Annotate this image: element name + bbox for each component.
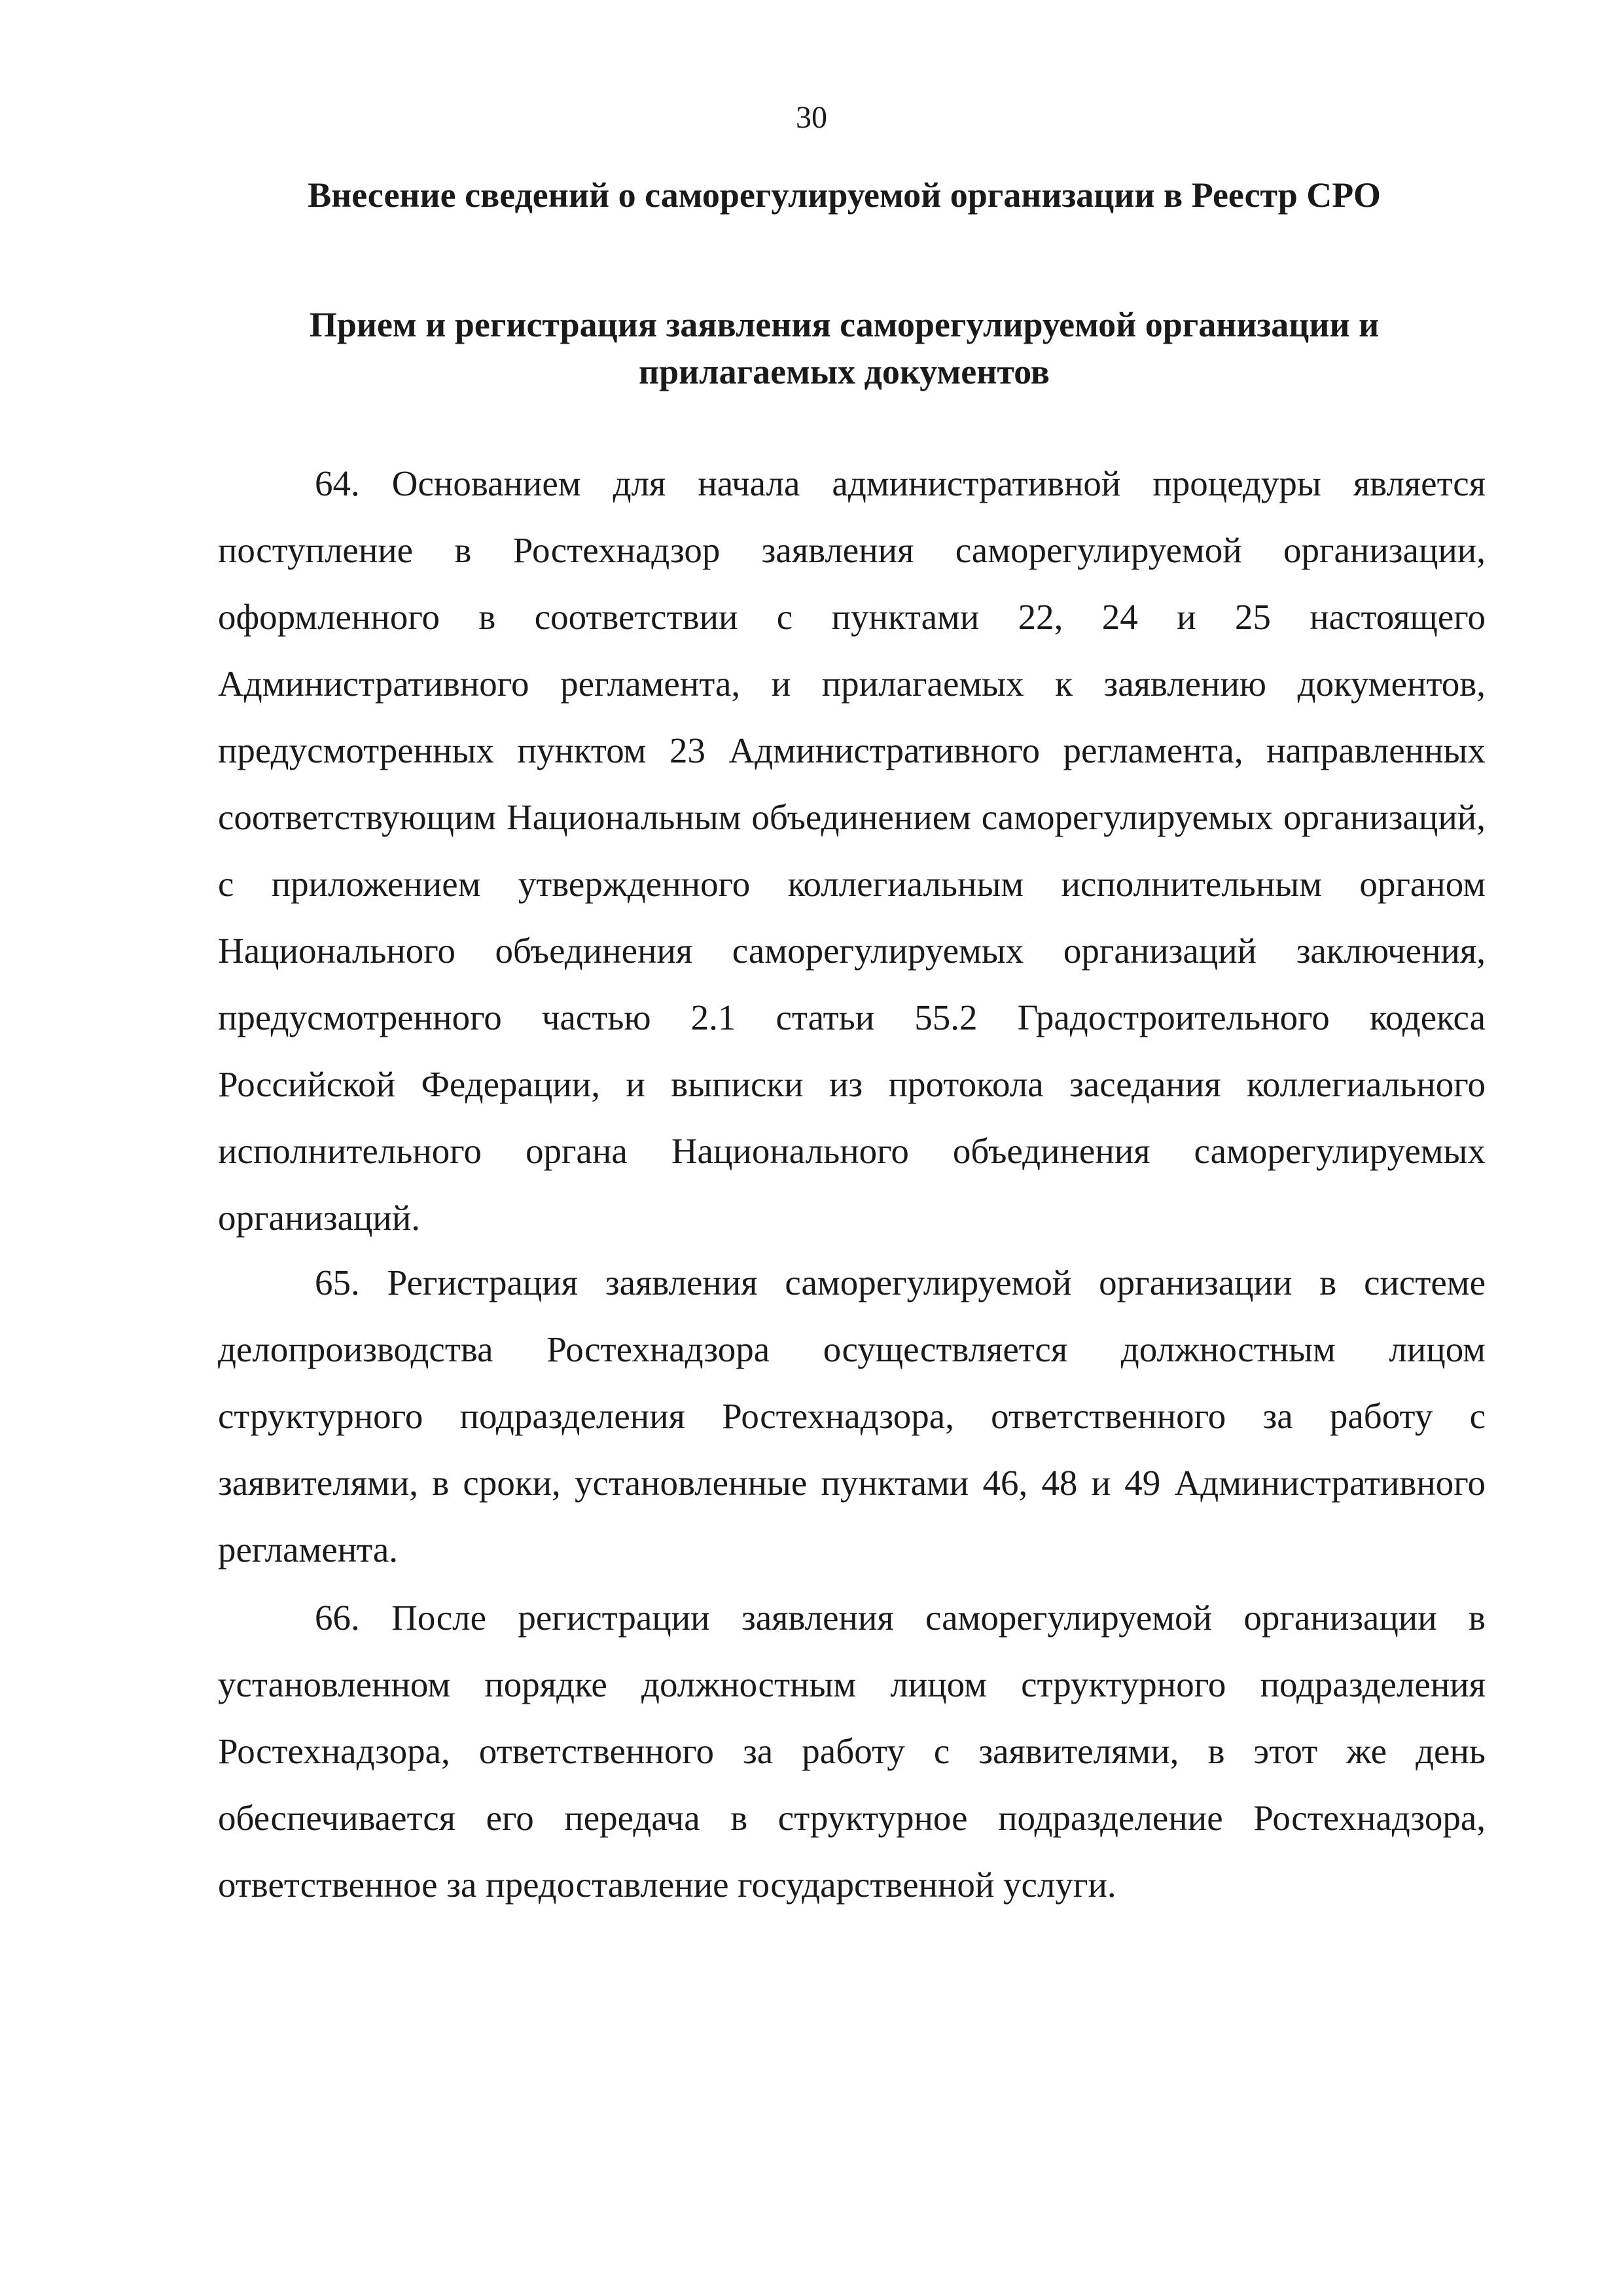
paragraph-64: [218, 450, 1486, 1251]
subsection-title-line-1: Прием и регистрация заявления саморегулируемой организации и: [309, 305, 1380, 344]
paragraph-65-text: 65. Регистрация заявления саморегулируемой организации в системе делопроизводства Ростехнадзора осуществляется должностным лицом структурного подразделения Ростехнадзора, ответственного за работу с заявителями, в сроки, установленные пунктами 46, 48 и 49 Административного регламента.: [218, 1263, 1486, 1570]
subsection-title: [196, 301, 1492, 395]
paragraph-64-text: 64. Основанием для начала административной процедуры является поступление в Ростехнадзор заявления саморегулируемой организации, оформленного в соответствии с пунктами 22, 24 и 25 настоящего Административного регламента, и прилагаемых к заявлению документов, предусмотренных пунктом 23 Административного регламента, направленных соответствующим Национальным объединением саморегулируемых организаций, с приложением утвержденного коллегиальным исполнительным органом Национального объединения саморегулируемых организаций заключения, предусмотренного частью 2.1 статьи 55.2 Градостроительного кодекса Российской Федерации, и выписки из протокола заседания коллегиального исполнительного органа Национального объединения саморегулируемых организаций.: [218, 463, 1486, 1238]
subsection-title-line-2: прилагаемых документов: [639, 352, 1050, 391]
paragraph-66-text: 66. После регистрации заявления саморегулируемой организации в установленном порядке должностным лицом структурного подразделения Ростехнадзора, ответственного за работу с заявителями, в этот же день обеспечивается его передача в структурное подразделение Ростехнадзора, ответственное за предоставление государственной услуги.: [218, 1598, 1486, 1905]
page-number: 30: [796, 100, 827, 135]
paragraph-65: [218, 1249, 1486, 1583]
section-title: Внесение сведений о саморегулируемой организации в Реестр СРО: [308, 175, 1381, 215]
paragraph-66: [218, 1585, 1486, 1918]
